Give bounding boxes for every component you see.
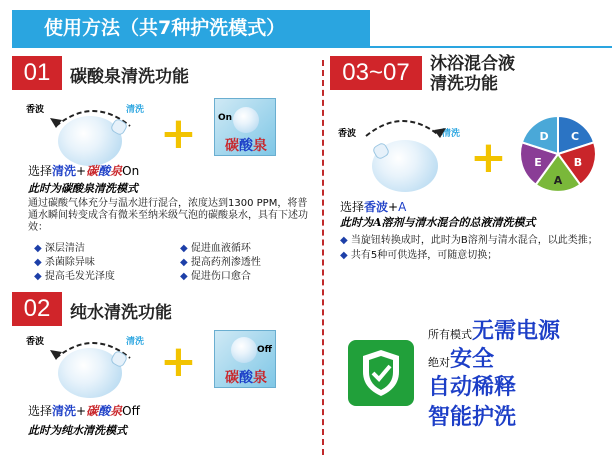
bullet-list-03: ◆ 当旋钮转换成时，此时为B溶剂与清水混合，以此类推； ◆ 共有5种可供选择，可随意切换；	[340, 235, 598, 261]
step-number-01: 01	[12, 56, 62, 90]
promo-line-1: 所有模式无需电源	[428, 319, 561, 344]
shield-badge	[348, 340, 414, 406]
plus-icon: +	[160, 108, 197, 159]
description-01: 通过碳酸气体充分与温水进行混合，浓度达到1300 PPM，将普通水瞬间转变成含有微米至纳米级气泡的碳酸泉水，具有下述功效：	[28, 198, 308, 233]
selection-line-02: 选择清洗+碳酸泉Off	[28, 404, 140, 418]
promo-line-2: 绝对安全	[428, 347, 495, 372]
carbonic-switch-tile: On 碳酸泉	[214, 98, 276, 156]
benefit-list-left: ◆ 深层清洁 ◆ 杀菌除异味 ◆ 提高毛发光泽度	[34, 243, 115, 282]
plus-icon: +	[160, 336, 197, 387]
svg-text:E: E	[534, 156, 542, 169]
svg-text:C: C	[570, 130, 580, 143]
plus-icon: +	[470, 132, 507, 183]
promo-line-4: 智能护洗	[428, 405, 517, 430]
label-rinse: 清洗	[442, 129, 461, 139]
section-title-02: 纯水清洗功能	[70, 303, 172, 323]
selection-line-03: 选择香波+A	[340, 200, 407, 214]
section-title-03: 沐浴混合液 清洗功能	[430, 54, 515, 94]
promo-line-3: 自动稀释	[428, 375, 517, 400]
solvent-wheel-icon	[518, 114, 598, 194]
mode-text-02: 此时为纯水清洗模式	[28, 424, 127, 437]
step-number-02: 02	[12, 292, 62, 326]
selection-line-01: 选择清洗+碳酸泉On	[28, 164, 140, 178]
label-shampoo: 香波	[26, 105, 45, 115]
header-divider	[12, 46, 612, 48]
label-shampoo: 香波	[26, 337, 45, 347]
page-title: 使用方法（共7种护洗模式）	[12, 10, 370, 46]
svg-text:B: B	[573, 156, 583, 169]
label-shampoo: 香波	[338, 129, 357, 139]
step-number-03-07: 03~07	[330, 56, 422, 90]
carbonic-switch-tile: Off 碳酸泉	[214, 330, 276, 388]
label-rinse: 清洗	[126, 105, 145, 115]
section-title-01: 碳酸泉清洗功能	[70, 67, 189, 87]
svg-text:D: D	[539, 130, 549, 143]
label-rinse: 清洗	[126, 337, 145, 347]
mode-text-03: 此时为A溶剂与清水混合的总液清洗模式	[340, 216, 536, 229]
benefit-list-right: ◆ 促进血液循环 ◆ 提高药剂渗透性 ◆ 促进伤口愈合	[180, 243, 261, 282]
section-divider	[322, 60, 324, 455]
mode-text-01: 此时为碳酸泉清洗模式	[28, 182, 138, 195]
shield-check-icon	[359, 348, 403, 398]
svg-text:A: A	[553, 174, 563, 187]
